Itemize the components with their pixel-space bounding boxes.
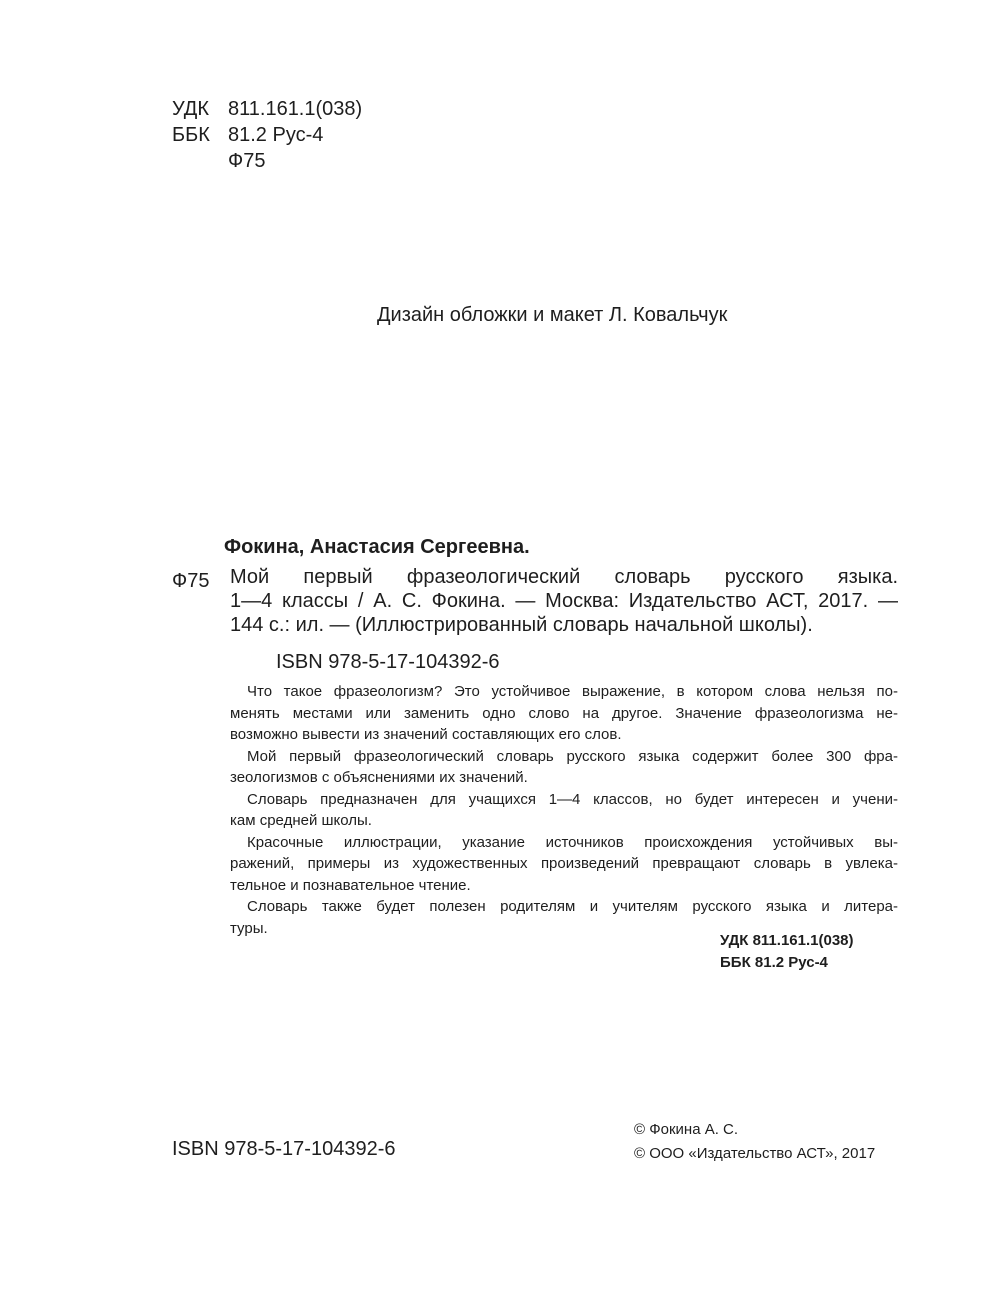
bibliographic-code: Ф75 — [172, 570, 210, 592]
udk-value: 811.161.1(038) — [228, 98, 363, 120]
annotation-line: зеологизмов с объяснениями их значений. — [230, 769, 528, 786]
designer-credit: Дизайн обложки и макет Л. Ковальчук — [377, 304, 728, 326]
biblio-line: Мой первый фразеологический словарь русского языка. — [230, 566, 898, 588]
bbk-bold: ББК 81.2 Рус-4 — [720, 954, 828, 971]
bbk-row — [172, 122, 362, 148]
annotation-line: менять местами или заменить одно слово на другое. Значение фразеологизма не- — [230, 704, 898, 722]
classification-bold — [720, 930, 854, 974]
annotation-line: Красочные иллюстрации, указание источников происхождения устойчивых вы- — [247, 833, 898, 851]
udk-label: УДК — [172, 98, 210, 120]
annotation-line: ражений, примеры из художественных произведений превращают словарь в увлека- — [230, 855, 898, 872]
annotation-line: возможно вывести из значений составляющих его слов. — [230, 726, 622, 743]
author-heading: Фокина, Анастасия Сергеевна. — [224, 536, 530, 558]
copyright-author: © Фокина А. С. — [634, 1121, 739, 1138]
isbn-main: ISBN 978-5-17-104392-6 — [276, 651, 500, 673]
isbn-bottom: ISBN 978-5-17-104392-6 — [172, 1138, 396, 1160]
bbk-label: ББК — [172, 124, 210, 146]
author-mark: Ф75 — [228, 150, 266, 172]
annotation-line: туры. — [230, 919, 268, 937]
biblio-line: 144 с.: ил. — (Иллюстрированный словарь начальной школы). — [230, 614, 813, 636]
author-mark-row — [172, 148, 362, 174]
annotation-line: Словарь предназначен для учащихся 1—4 классов, но будет интересен и учени- — [247, 790, 898, 808]
biblio-line: 1—4 классы / А. С. Фокина. — Москва: Издательство АСТ, 2017. — — [230, 590, 898, 612]
bibliographic-description — [230, 565, 898, 637]
bbk-value: 81.2 Рус-4 — [228, 124, 324, 146]
classification-block — [172, 96, 362, 174]
annotation-line: кам средней школы. — [230, 812, 372, 829]
annotation-line: Что такое фразеологизм? Это устойчивое выражение, в котором слова нельзя по- — [247, 683, 898, 700]
annotation-line: Мой первый фразеологический словарь русского языка содержит более 300 фра- — [247, 747, 898, 765]
udk-bold: УДК 811.161.1(038) — [720, 932, 854, 949]
annotation — [230, 681, 898, 939]
udk-row — [172, 96, 362, 122]
annotation-line: тельное и познавательное чтение. — [230, 876, 471, 894]
copyright-publisher: © ООО «Издательство АСТ», 2017 — [634, 1145, 876, 1162]
copyright-block — [634, 1118, 875, 1166]
annotation-line: Словарь также будет полезен родителям и учителям русского языка и литера- — [247, 898, 898, 915]
